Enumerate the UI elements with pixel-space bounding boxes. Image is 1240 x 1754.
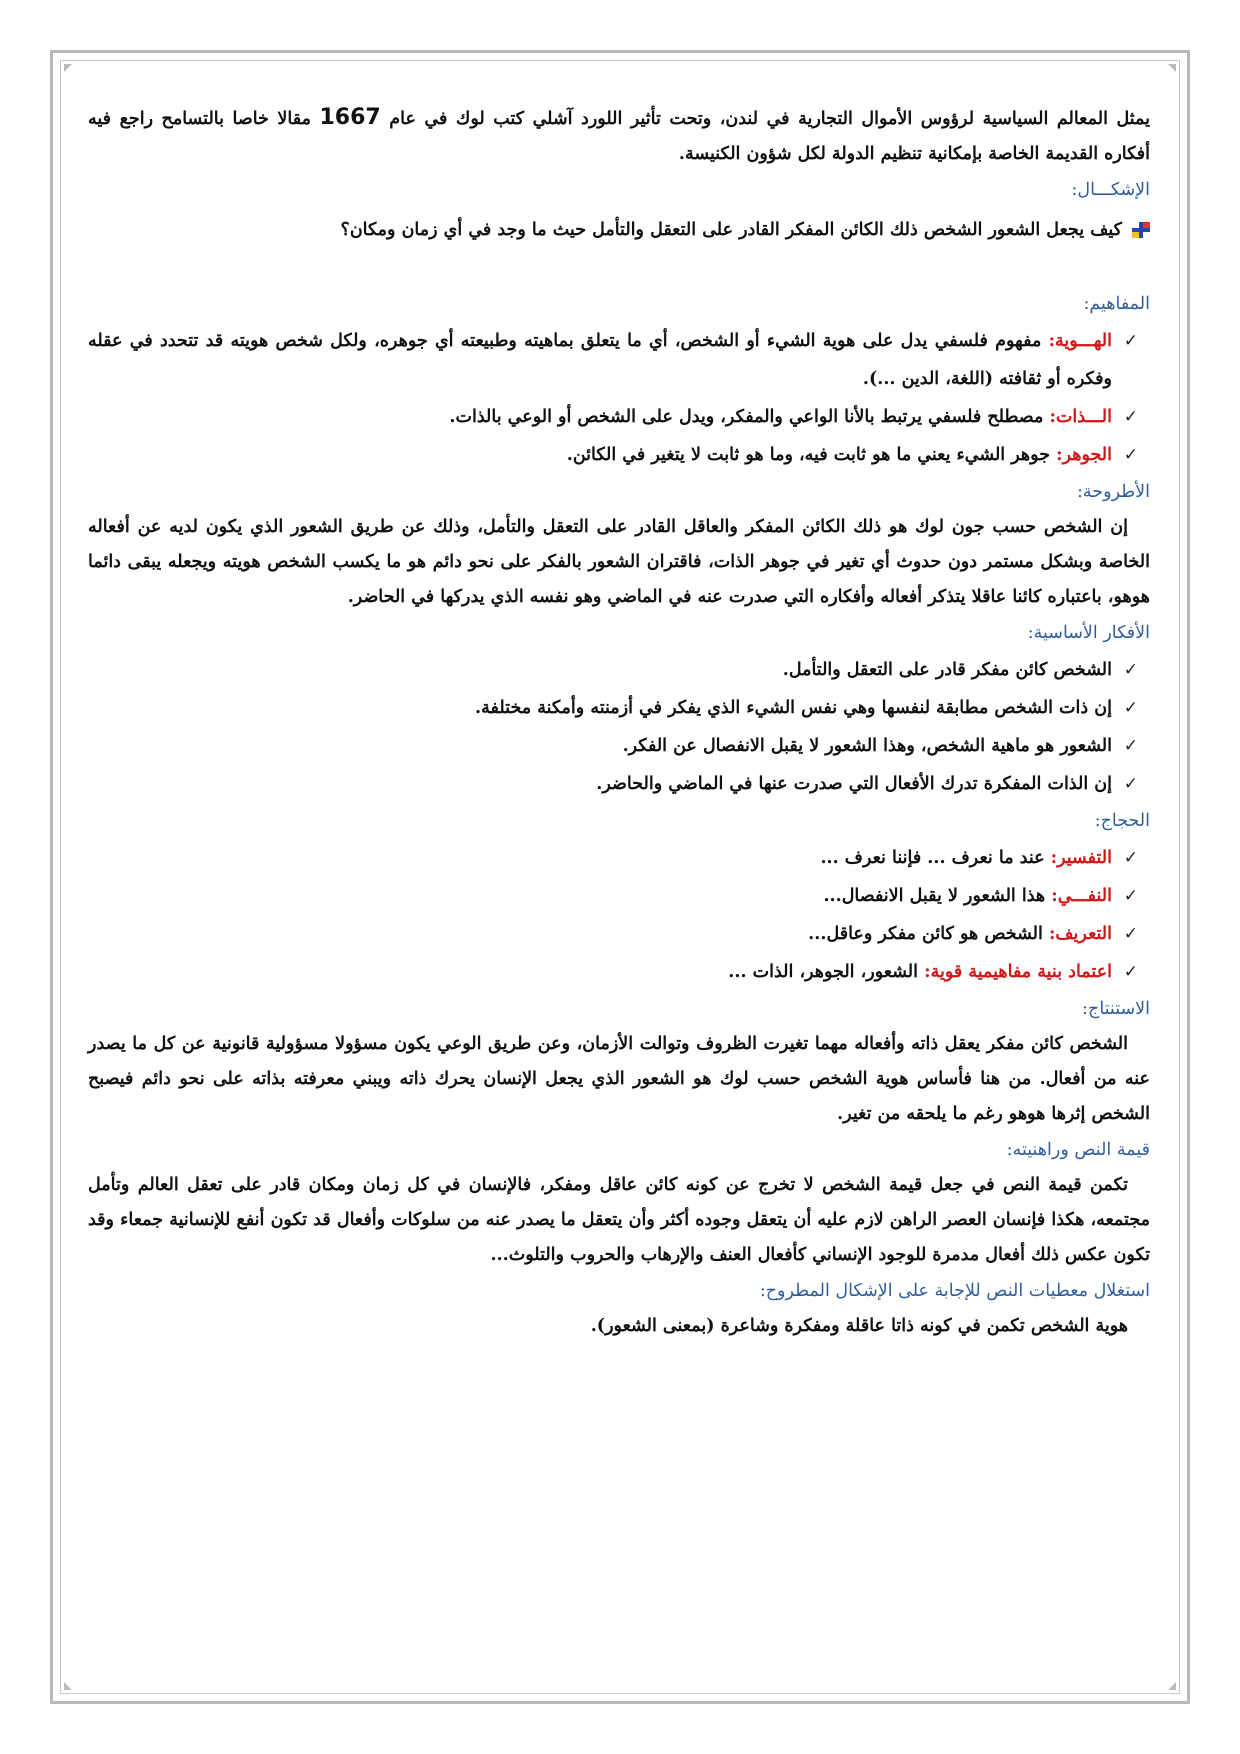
problem-heading: الإشكـــال: bbox=[1071, 180, 1150, 200]
value-heading: قيمة النص وراهنيته: bbox=[1006, 1140, 1150, 1160]
concept-term: الجوهر: bbox=[1056, 445, 1112, 465]
ideas-heading: الأفكار الأساسية: bbox=[1027, 623, 1150, 643]
problem-question-text: كيف يجعل الشعور الشخص ذلك الكائن المفكر القادر على التعقل والتأمل حيث ما وجد في أي زمان ومكان؟ bbox=[340, 220, 1122, 240]
idea-text: الشخص كائن مفكر قادر على التعقل والتأمل. bbox=[782, 660, 1112, 680]
ideas-list bbox=[88, 651, 1150, 803]
argument-item bbox=[88, 839, 1138, 877]
concept-text: جوهر الشيء يعني ما هو ثابت فيه، وما هو ثابت لا يتغير في الكائن. bbox=[566, 445, 1057, 465]
idea-item bbox=[88, 689, 1138, 727]
idea-item bbox=[88, 727, 1138, 765]
check-icon: ✓ bbox=[1123, 736, 1138, 756]
argument-text: عند ما نعرف ... فإننا نعرف ... bbox=[820, 848, 1051, 868]
check-icon: ✓ bbox=[1123, 660, 1138, 680]
check-icon: ✓ bbox=[1123, 848, 1138, 868]
frame-corner-ornament bbox=[1168, 1682, 1176, 1690]
check-icon: ✓ bbox=[1123, 924, 1138, 944]
conclusion-paragraph: الشخص كائن مفكر يعقل ذاته وأفعاله مهما تغيرت الظروف وتوالت الأزمان، وعن طريق الوعي يكون مسؤولا مسؤولية قانونية عن كل ما يصدر عنه من أفعال. من هنا فأساس هوية الشخص حسب لوك هو الشعور الذي يجعل الإنسان يحرك ذاته ويبني معرفته بذاته على نحو دائم فيصبح الشخص إثرها هوهو رغم ما يلحقه من تغير. bbox=[88, 1034, 1150, 1124]
idea-text: الشعور هو ماهية الشخص، وهذا الشعور لا يقبل الانفصال عن الفكر. bbox=[622, 736, 1112, 756]
exploit-paragraph: هوية الشخص تكمن في كونه ذاتا عاقلة ومفكرة وشاعرة (بمعنى الشعور). bbox=[590, 1316, 1128, 1336]
argument-text: هذا الشعور لا يقبل الانفصال... bbox=[823, 886, 1052, 906]
idea-text: إن ذات الشخص مطابقة لنفسها وهي نفس الشيء الذي يفكر في أزمنته وأمكنة مختلفة. bbox=[475, 698, 1112, 718]
intro-year: 1667 bbox=[319, 105, 381, 130]
frame-corner-ornament bbox=[64, 64, 72, 72]
thesis-paragraph: إن الشخص حسب جون لوك هو ذلك الكائن المفكر والعاقل القادر على التعقل والتأمل، وذلك عن طريق الشعور الذي يكون لديه عن أفعاله الخاصة وبشكل مستمر دون حدوث أي تغير في جوهر الذات، فاقتران الشعور بالفكر على نحو دائم هو ما يكسب الشخص هويته ويجعله يبقى دائما هوهو، باعتباره كائنا عاقلا يتذكر أفعاله وأفكاره التي صدرت عنه في الماضي وهو نفسه الذي يدركها في الحاضر. bbox=[88, 517, 1150, 607]
exploit-heading: استغلال معطيات النص للإجابة على الإشكال المطروح: bbox=[759, 1281, 1150, 1301]
frame-corner-ornament bbox=[64, 1682, 72, 1690]
argument-term: التفسير: bbox=[1050, 848, 1112, 868]
idea-item bbox=[88, 765, 1138, 803]
check-icon: ✓ bbox=[1123, 331, 1138, 351]
intro-text-part2: مقالا خاصا بالتسامح راجع فيه أفكاره القديمة الخاصة بإمكانية تنظيم الدولة لكل شؤون الكنيسة. bbox=[88, 109, 1150, 164]
concept-term: الـــذات: bbox=[1049, 407, 1112, 427]
concepts-heading: المفاهيم: bbox=[1083, 294, 1150, 314]
concept-term: الهـــوية: bbox=[1048, 331, 1112, 351]
argument-term: النفـــي: bbox=[1051, 886, 1112, 906]
argument-item bbox=[88, 915, 1138, 953]
argument-text: الشعور، الجوهر، الذات ... bbox=[728, 962, 925, 982]
check-icon: ✓ bbox=[1123, 445, 1138, 465]
intro-text-part1: يمثل المعالم السياسية لرؤوس الأموال التجارية في لندن، وتحت تأثير اللورد آشلي كتب لوك في عام bbox=[380, 109, 1150, 129]
frame-corner-ornament bbox=[1168, 64, 1176, 72]
document-body bbox=[88, 100, 1150, 1344]
argument-term: التعريف: bbox=[1048, 924, 1112, 944]
concept-text: مفهوم فلسفي يدل على هوية الشيء أو الشخص، أي ما يتعلق بماهيته وطبيعته أي جوهره، ولكل شخص هويته قد تتحدد في عقله وفكره أو ثقافته (اللغة، الدين ...). bbox=[88, 331, 1112, 389]
argument-heading: الحجاج: bbox=[1094, 811, 1150, 831]
concept-text: مصطلح فلسفي يرتبط بالأنا الواعي والمفكر، ويدل على الشخص أو الوعي بالذات. bbox=[449, 407, 1050, 427]
check-icon: ✓ bbox=[1123, 962, 1138, 982]
conclusion-heading: الاستنتاج: bbox=[1082, 999, 1150, 1019]
plus-icon bbox=[1132, 222, 1150, 238]
check-icon: ✓ bbox=[1123, 698, 1138, 718]
thesis-heading: الأطروحة: bbox=[1077, 482, 1150, 502]
argument-list bbox=[88, 839, 1150, 991]
concept-item bbox=[88, 398, 1138, 436]
check-icon: ✓ bbox=[1123, 407, 1138, 427]
idea-text: إن الذات المفكرة تدرك الأفعال التي صدرت عنها في الماضي والحاضر. bbox=[596, 774, 1112, 794]
concepts-list bbox=[88, 322, 1150, 474]
check-icon: ✓ bbox=[1123, 886, 1138, 906]
idea-item bbox=[88, 651, 1138, 689]
argument-text: الشخص هو كائن مفكر وعاقل... bbox=[808, 924, 1049, 944]
argument-item bbox=[88, 953, 1138, 991]
problem-question bbox=[88, 210, 1150, 250]
argument-item bbox=[88, 877, 1138, 915]
argument-term: اعتماد بنية مفاهيمية قوية: bbox=[924, 962, 1112, 982]
concept-item bbox=[88, 322, 1138, 398]
intro-paragraph bbox=[88, 100, 1150, 172]
check-icon: ✓ bbox=[1123, 774, 1138, 794]
value-paragraph: تكمن قيمة النص في جعل قيمة الشخص لا تخرج عن كونه كائن عاقل ومفكر، فالإنسان في كل زمان ومكان قادر على تعقل العالم وتأمل مجتمعه، هكذا فإنسان العصر الراهن لازم عليه أن يتعقل وجوده أكثر وأن يتعقل ما يصدر عنه من سلوكات وأفعال قد تكون أنفع للإنسانية جمعاء وقد تكون عكس ذلك أفعال مدمرة للوجود الإنساني كأفعال العنف والإرهاب والحروب والتلوث... bbox=[88, 1175, 1150, 1265]
concept-item bbox=[88, 436, 1138, 474]
